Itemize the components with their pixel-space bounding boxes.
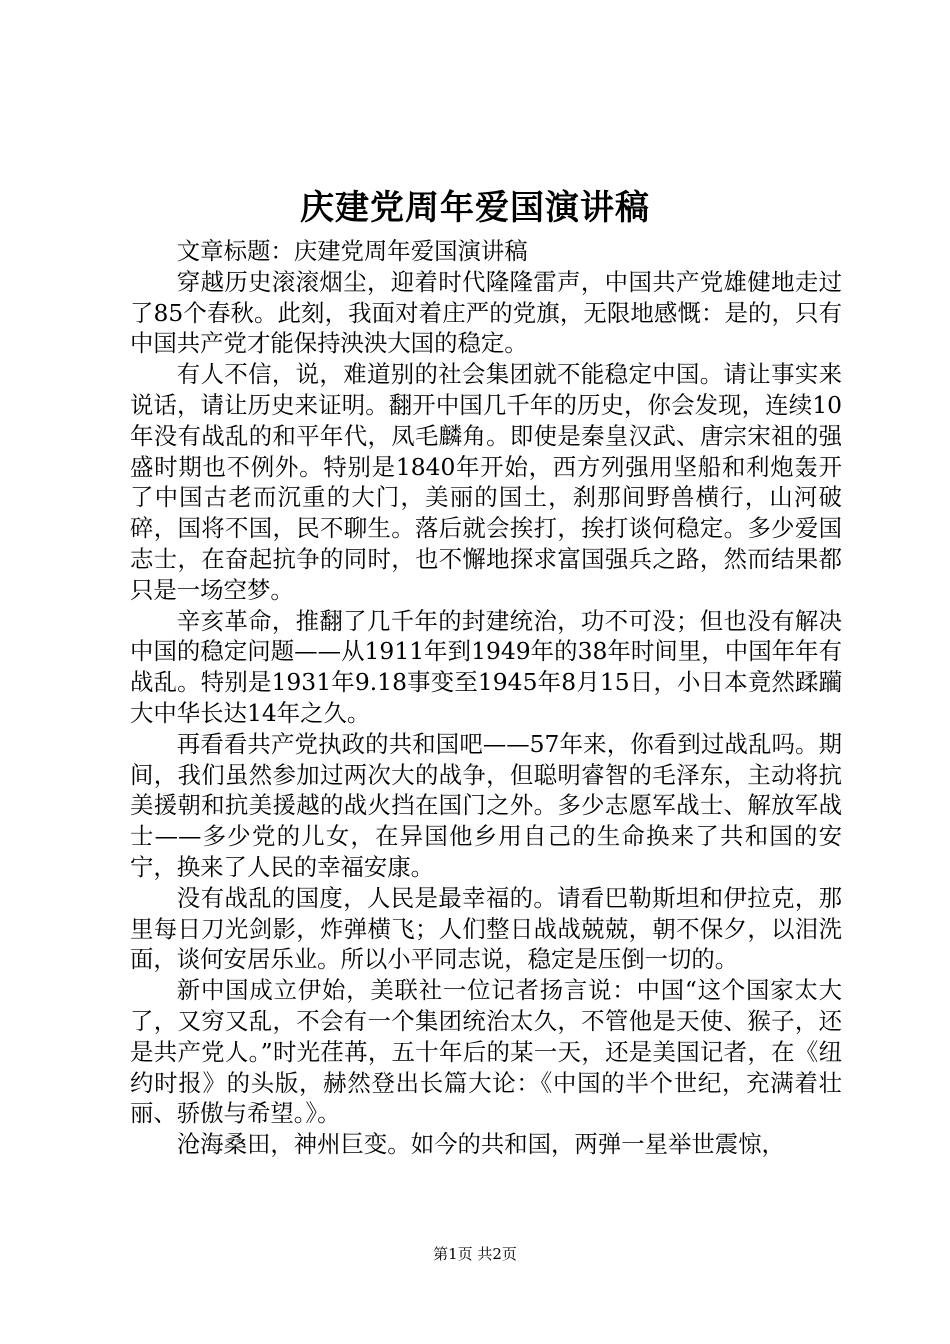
document-title: 庆建党周年爱国演讲稿 <box>300 188 650 228</box>
paragraph: 沧海桑田，神州巨变。如今的共和国，两弹一星举世震惊， <box>176 1130 785 1159</box>
paragraph-article-title: 文章标题：庆建党周年爱国演讲稿 <box>176 237 528 265</box>
document-body <box>130 236 842 1160</box>
paragraph: 辛亥革命，推翻了几千年的封建统治，功不可没；但也没有解决中国的稳定问题——从1911年到1949年的38年时间里，中国年年有战乱。特别是1931年9.18事变至1945年8月15日，小日本竟然蹂躏大中华长达14年之久。 <box>130 606 842 727</box>
paragraph: 再看看共产党执政的共和国吧——57年来，你看到过战乱吗。期间，我们虽然参加过两次大的战争，但聪明睿智的毛泽东，主动将抗美援朝和抗美援越的战火挡在国门之外。多少志愿军战士、解放军战士——多少党的儿女，在异国他乡用自己的生命换来了共和国的安宁，换来了人民的幸福安康。 <box>130 729 842 881</box>
paragraph: 穿越历史滚滚烟尘，迎着时代隆隆雷声，中国共产党雄健地走过了85个春秋。此刻，我面对着庄严的党旗，无限地感慨：是的，只有中国共产党才能保持泱泱大国的稳定。 <box>130 267 842 358</box>
paragraph: 有人不信，说，难道别的社会集团就不能稳定中国。请让事实来说话，请让历史来证明。翻开中国几千年的历史，你会发现，连续10年没有战乱的和平年代，凤毛麟角。即使是秦皇汉武、唐宗宋祖的强盛时期也不例外。特别是1840年开始，西方列强用坚船和利炮轰开了中国古老而沉重的大门，美丽的国土，刹那间野兽横行，山河破碎，国将不国，民不聊生。落后就会挨打，挨打谈何稳定。多少爱国志士，在奋起抗争的同时，也不懈地探求富国强兵之路，然而结果都只是一场空梦。 <box>130 360 842 604</box>
page-footer: 第1页 共2页 <box>433 1245 517 1263</box>
paragraph: 没有战乱的国度，人民是最幸福的。请看巴勒斯坦和伊拉克，那里每日刀光剑影，炸弹横飞；人们整日战战兢兢，朝不保夕，以泪洗面，谈何安居乐业。所以小平同志说，稳定是压倒一切的。 <box>130 883 842 974</box>
paragraph: 新中国成立伊始，美联社一位记者扬言说：中国“这个国家太大了，又穷又乱，不会有一个集团统治太久，不管他是天使、猴子，还是共产党人。”时光荏苒，五十年后的某一天，还是美国记者，在《纽约时报》的头版，赫然登出长篇大论：《中国的半个世纪，充满着壮丽、骄傲与希望。》。 <box>130 976 842 1128</box>
